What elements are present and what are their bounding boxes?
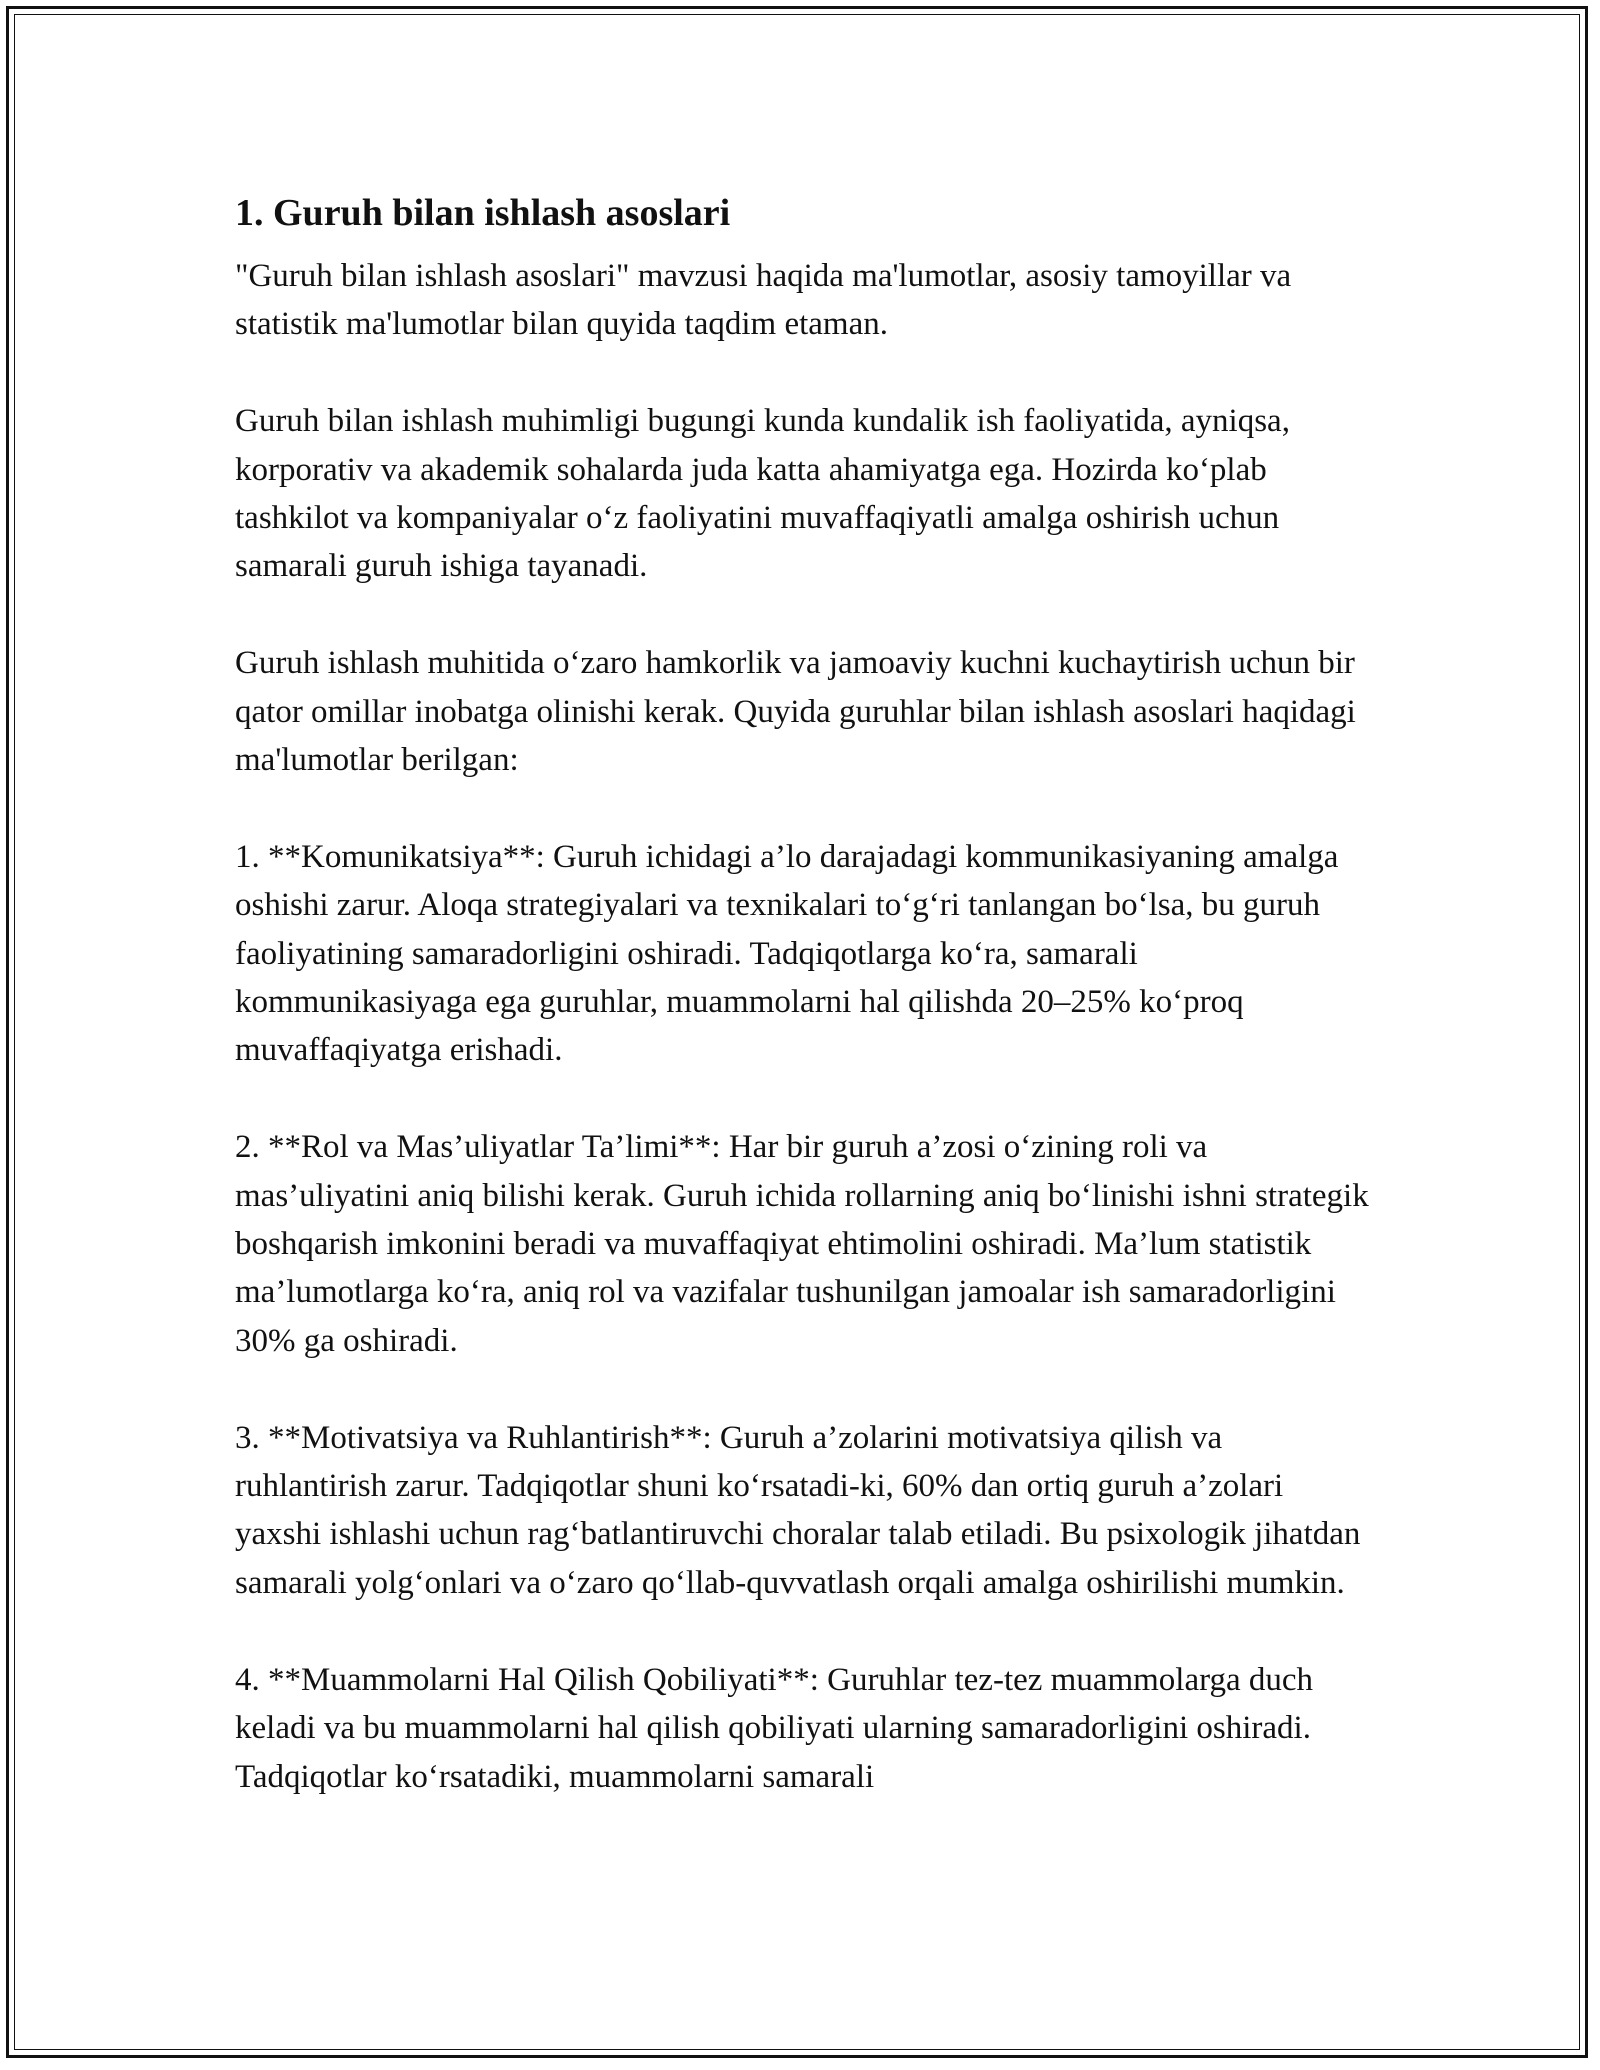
factors-paragraph: Guruh ishlash muhitida oʻzaro hamkorlik va jamoaviy kuchni kuchaytirish uchun bir qator omillar inobatga olinishi kerak. Quyida guruhlar bilan ishlash asoslari haqidagi ma'lumotlar berilgan: [235,645,1356,779]
list-item-motivation: 3. **Motivatsiya va Ruhlantirish**: Guruh a’zolarini motivatsiya qilish va ruhlantirish zarur. Tadqiqotlar shuni koʻrsatadi-ki, 60% dan ortiq guruh a’zolari yaxshi ishlashi uchun ragʻbatlantiruvchi choralar talab etiladi. Bu psixologik jihatdan samarali yolgʻonlari va oʻzaro qoʻllab-quvvatlash orqali amalga oshirilishi mumkin. [235,1419,1361,1601]
importance-paragraph: Guruh bilan ishlash muhimligi bugungi kunda kundalik ish faoliyatida, ayniqsa, korporativ va akademik sohalarda juda katta ahamiyatga ega. Hozirda koʻplab tashkilot va kompaniyalar oʻz faoliyatini muvaffaqiyatli amalga oshirish uchun samarali guruh ishiga tayanadi. [235,403,1290,585]
list-item-problem-solving: 4. **Muammolarni Hal Qilish Qobiliyati**: Guruhlar tez-tez muammolarga duch keladi va bu muammolarni hal qilish qobiliyati ularning samaradorligini oshiradi. Tadqiqotlar koʻrsatadiki, muammolarni samarali [235,1661,1314,1795]
section-heading: 1. Guruh bilan ishlash asoslari [235,192,731,234]
list-item-communication: 1. **Komunikatsiya**: Guruh ichidagi a’lo darajadagi kommunikasiyaning amalga oshishi zarur. Aloqa strategiyalari va texnikalari toʻgʻri tanlangan boʻlsa, bu guruh faoliyatining samaradorligini oshiradi. Tadqiqotlarga koʻra, samarali kommunikasiyaga ega guruhlar, muammolarni hal qilishda 20–25% koʻproq muvaffaqiyatga erishadi. [235,838,1339,1069]
intro-paragraph: "Guruh bilan ishlash asoslari" mavzusi haqida ma'lumotlar, asosiy tamoyillar va statistik ma'lumotlar bilan quyida taqdim etaman. [235,258,1292,343]
document-body [235,186,1375,1801]
list-item-roles: 2. **Rol va Mas’uliyatlar Ta’limi**: Har bir guruh a’zosi oʻzining roli va mas’uliyatini aniq bilishi kerak. Guruh ichida rollarning aniq boʻlinishi ishni strategik boshqarish imkonini beradi va muvaffaqiyat ehtimolini oshiradi. Ma’lum statistik ma’lumotlarga koʻra, aniq rol va vazifalar tushunilgan jamoalar ish samaradorligini 30% ga oshiradi. [235,1129,1369,1359]
